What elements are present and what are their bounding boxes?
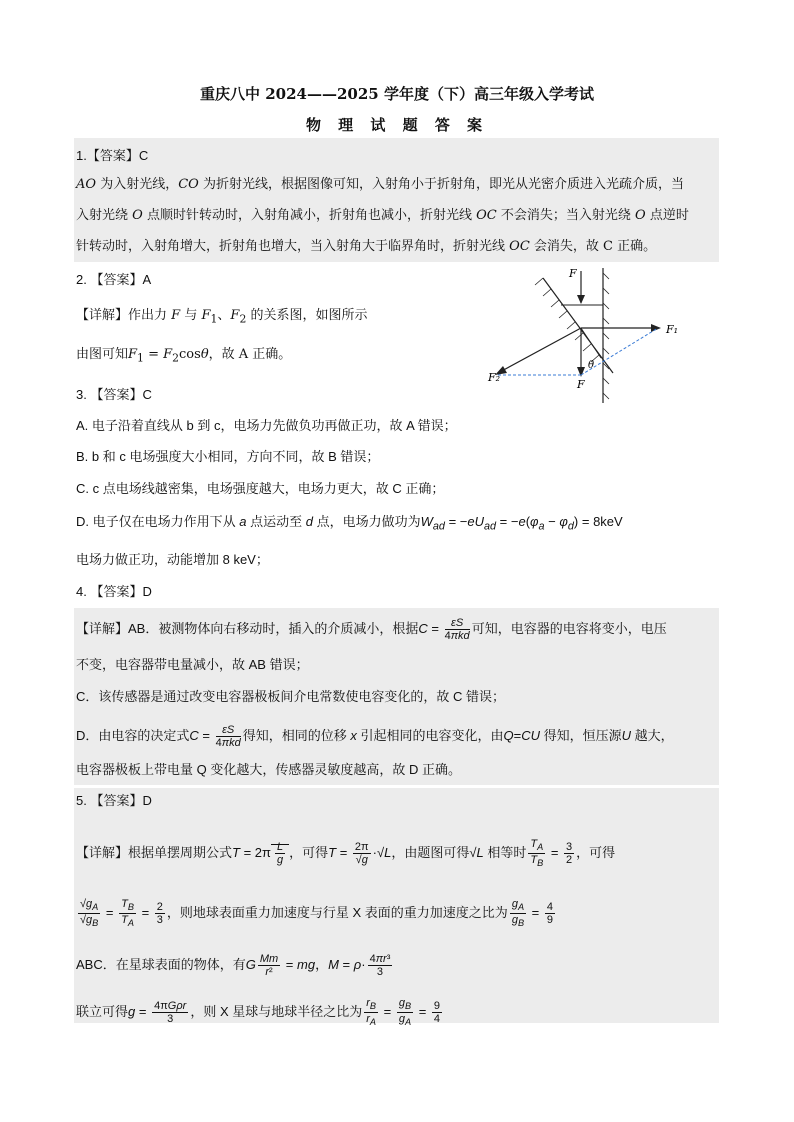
q5-join: 联立可得g = $\frac{\text{4πGρr}}{3}$ ，则 X 星球与地球半径之比为 $\frac{r_B}{r_A}$ = $\frac{g_B}{g_A}$ = $\frac{9}{4}$ [76, 997, 441, 1028]
q3-answer: 3. 【答案】C [76, 387, 152, 402]
q3-option-c: C. c 点电场线越密集，电场强度越大，电场力更大，故 C 正确； [76, 481, 445, 496]
q5-ratio: $\frac{√g_A}{√g_B}$ = $\frac{T_B}{T_A}$ = $\frac{2}{3}$ ，则地球表面重力加速度与行星 X 表面的重力加速度之比为 $\frac{g_A}{g_B}$ = $\frac{4}{9}$ [80, 898, 553, 929]
document-subtitle: 物 理 试 题 答 案 [305, 116, 489, 134]
q3-option-d-cont: 电场力做正功，动能增加 8 keV； [76, 552, 269, 567]
q4-ab: 【详解】AB．被测物体向右移动时，插入的介质减小，根据C = $\frac{\varepsilon S}{\text{4πkd}}$ 可知，电容器的电容将变小，电压 [76, 617, 667, 642]
q3-option-d: D. 电子仅在电场力作用下从 a 点运动至 d 点，电场力做功为$W_{ad} = -eU_{ad} = -e(\varphi_a - \varphi_d) = 8keV$ [76, 514, 623, 533]
label-F2: F₂ [488, 371, 501, 384]
q4-ab-cont: 不变，电容器带电量减小，故 AB 错误； [76, 657, 309, 672]
q3-option-a: A. 电子沿着直线从 b 到 c，电场力先做负功再做正功，故 A 错误； [76, 418, 457, 433]
q1-line2: 入射光绕 O 点顺时针转动时，入射角减小，折射角也减小，折射光线 OC 不会消失；当入射光绕 O 点逆时 [76, 208, 689, 223]
label-theta: θ [588, 360, 595, 371]
q1-line1: AO 为入射光线，CO 为折射光线，根据图像可知，入射角小于折射角，即光从光密介质进入光疏介质，当 [76, 177, 684, 192]
force-arrow-F2 [498, 328, 581, 373]
q5-answer: 5. 【答案】D [76, 793, 152, 808]
q3-option-b: B. b 和 c 电场强度大小相同，方向不同，故 B 错误； [76, 449, 380, 464]
q4-d-cont: 电容器极板上带电量 Q 变化越大，传感器灵敏度越高，故 D 正确。 [76, 762, 461, 777]
q4-c: C．该传感器是通过改变电容器极板间介电常数使电容变化的，故 C 错误； [76, 689, 506, 704]
force-diagram [473, 263, 683, 408]
q2-answer: 2. 【答案】A [76, 272, 152, 287]
label-F-top: F [569, 267, 577, 280]
label-F-bottom: F [577, 378, 585, 391]
q5-detail: 【详解】根据单摆周期公式T = 2π $\frac{L}{g}$ ，可得T = $\frac{2\pi}{√g}$ ·√L，由题图可得√L 相等时 $\frac{T_A}{T_B}$ = $\frac{3}{2}$ ，可得 [76, 838, 616, 869]
q4-d: D．由电容的决定式C = $\frac{\varepsilon S}{\text{4πkd}}$ 得知，相同的位移 x 引起相同的电容变化，由Q=CU 得知，恒压源U 越大， [76, 724, 674, 749]
q2-detail: 【详解】作出力 F 与 $F_1$、$F_2$ 的关系图，如图所示 [76, 308, 368, 326]
label-F1: F₁ [666, 323, 679, 336]
q1-answer: 1.【答案】C [76, 148, 149, 163]
q5-abc: ABC．在星球表面的物体，有G $\frac{Mm}{\text{r²}}$ = mg，M = ρ· $\frac{\text{4πr³}}{3}$ [76, 953, 391, 978]
q2-conclusion: 由图可知$F_1 = F_2\cos\theta$，故 A 正确。 [76, 347, 292, 365]
document-title: 重庆八中 2024——2025 学年度（下）高三年级入学考试 [200, 85, 594, 103]
q4-answer: 4. 【答案】D [76, 584, 152, 599]
q1-line3: 针转动时，入射角增大，折射角也增大，当入射角大于临界角时，折射光线 OC 会消失，故 C 正确。 [76, 239, 657, 254]
